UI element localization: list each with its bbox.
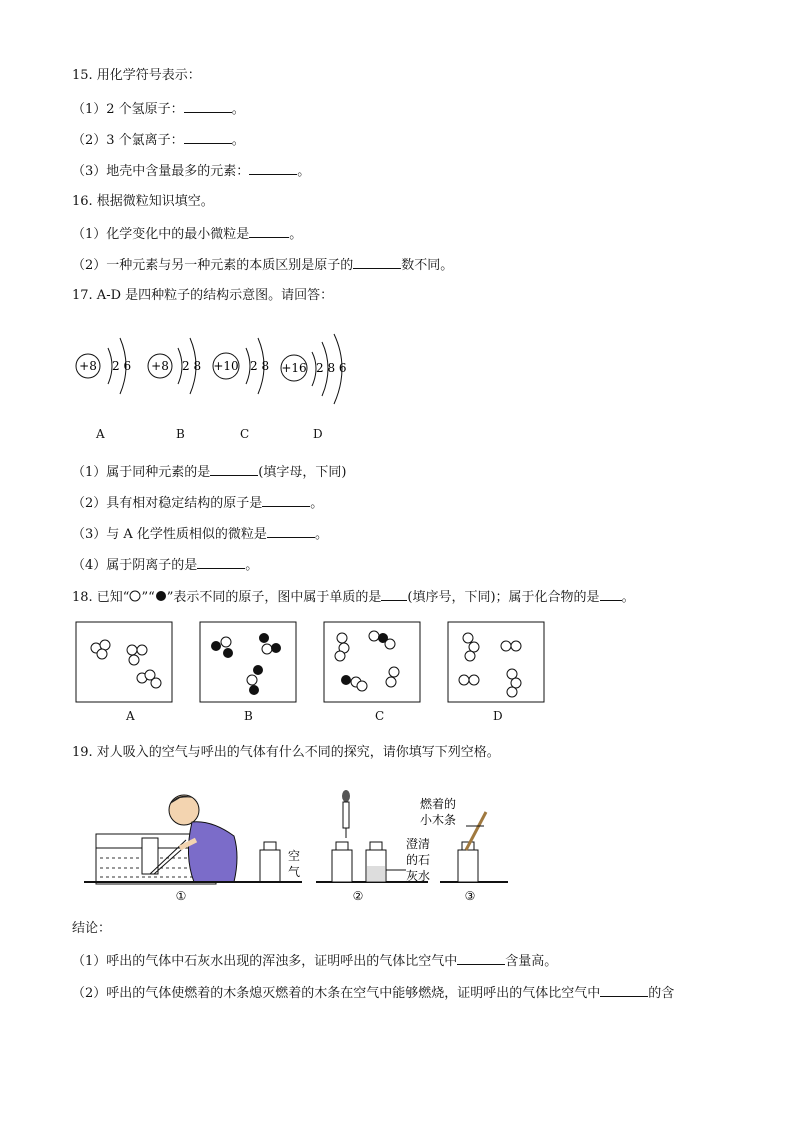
conclusion-2 (72, 984, 674, 1003)
conclusion-blank1[interactable] (457, 952, 505, 965)
q18-blank1[interactable] (381, 588, 407, 601)
atom-b-shells: 2 8 (182, 359, 202, 373)
box-c-label: C (375, 709, 385, 723)
breath-experiment-figure (84, 782, 514, 906)
step-1-label: ① (175, 889, 187, 903)
q17-item2-end: 。 (310, 496, 324, 511)
q15-blank2[interactable] (184, 131, 232, 144)
box-c (324, 622, 420, 702)
q15-item2 (72, 131, 245, 150)
conclusion-1-text: （1）呼出的气体中石灰水出现的浑浊多，证明呼出的气体比空气中 (72, 954, 458, 969)
atom-structure-diagrams (70, 330, 370, 410)
q15-item3-text: （3）地壳中含量最多的元素： (72, 164, 250, 179)
q15-blank1[interactable] (184, 100, 232, 113)
q17-blank4[interactable] (197, 556, 245, 569)
atom-d-nucleus: +16 (281, 361, 307, 375)
limewater-label-1: 澄清 (406, 837, 431, 851)
q16-item2 (72, 256, 453, 275)
q15-end3: 。 (297, 164, 311, 179)
q17-item2 (72, 494, 323, 513)
q17-blank1[interactable] (210, 463, 258, 476)
q15-item2-text: （2）3 个氯离子： (72, 133, 184, 148)
conclusion-blank2[interactable] (600, 984, 648, 997)
experiment-1-person-trough (96, 795, 237, 884)
q17-item4-end: 。 (245, 558, 259, 573)
conclusion-2-end: 的含 (648, 986, 675, 1001)
box-b (200, 622, 296, 702)
q17-item4 (72, 556, 258, 575)
stick-label-2: 小木条 (420, 813, 457, 827)
black-atom-icon (155, 590, 167, 602)
conclusion-1 (72, 952, 557, 971)
q17-blank3[interactable] (267, 525, 315, 538)
box-d (448, 622, 544, 702)
q16-item1-end: 。 (289, 227, 303, 242)
atom-d-shells: 2 8 6 (316, 361, 347, 375)
atom-c (213, 338, 269, 394)
atom-b-nucleus: +8 (151, 359, 169, 373)
q18-title-mid: ”“ (141, 590, 155, 605)
molecule-boxes (74, 620, 550, 706)
limewater-label-3: 灰水 (406, 869, 431, 883)
q18-title-post: ”表示不同的原子，图中属于单质的是 (166, 590, 382, 605)
q16-item2-text: （2）一种元素与另一种元素的本质区别是原子的 (72, 258, 354, 273)
atom-c-label: C (240, 427, 250, 441)
step-3-label: ③ (464, 889, 476, 903)
q17-item1 (72, 463, 346, 482)
q16-title: 16. 根据微粒知识填空。 (72, 194, 214, 209)
atom-a (76, 338, 131, 394)
white-atom-icon (129, 590, 141, 602)
q16-blank1[interactable] (249, 225, 289, 238)
q15-end1: 。 (231, 102, 245, 117)
q18-title-mid2: (填序号，下同)；属于化合物的是 (407, 590, 600, 605)
q19-title: 19. 对人吸入的空气与呼出的气体有什么不同的探究，请你填写下列空格。 (72, 745, 500, 760)
q17-item3-end: 。 (314, 527, 328, 542)
q15-title: 15. 用化学符号表示： (72, 68, 201, 83)
atom-b-label: B (176, 427, 185, 441)
atom-d-label: D (313, 427, 323, 441)
q18-blank2[interactable] (600, 588, 622, 601)
q16-item1-text: （1）化学变化中的最小微粒是 (72, 227, 250, 242)
q17-title: 17. A-D 是四种粒子的结构示意图。请回答： (72, 288, 334, 303)
q17-item3-text: （3）与 A 化学性质相似的微粒是 (72, 527, 267, 542)
step-2-label: ② (352, 889, 364, 903)
air-label-1: 空 (288, 849, 301, 863)
box-b-label: B (244, 709, 253, 723)
q16-item1 (72, 225, 302, 244)
box-a (76, 622, 172, 702)
air-label-2: 气 (288, 865, 301, 879)
limewater-label-2: 的石 (406, 853, 431, 867)
conclusion-2-text: （2）呼出的气体使燃着的木条熄灭燃着的木条在空气中能够燃烧，证明呼出的气体比空气中 (72, 986, 601, 1001)
atom-c-nucleus: +10 (213, 359, 239, 373)
conclusion-1-end: 含量高。 (505, 954, 558, 969)
atom-a-nucleus: +8 (79, 359, 97, 373)
air-bottle (260, 842, 280, 882)
atom-a-shells: 2 6 (112, 359, 132, 373)
q17-item1-end: (填字母，下同) (258, 465, 347, 480)
q16-blank2[interactable] (353, 256, 401, 269)
atom-b (148, 338, 201, 394)
q16-item2-end: 数不同。 (401, 258, 454, 273)
q15-item1-text: （1）2 个氢原子： (72, 102, 184, 117)
q17-item1-text: （1）属于同种元素的是 (72, 465, 211, 480)
q18-title-pre: 18. 已知“ (72, 590, 130, 605)
conclusion-title: 结论： (72, 921, 112, 936)
box-a-label: A (126, 709, 135, 723)
q15-item1 (72, 100, 245, 119)
stick-label-1: 燃着的 (420, 797, 457, 811)
q17-blank2[interactable] (262, 494, 310, 507)
q17-item2-text: （2）具有相对稳定结构的原子是 (72, 496, 263, 511)
q15-end2: 。 (231, 133, 245, 148)
q17-item4-text: （4）属于阴离子的是 (72, 558, 198, 573)
q17-item3 (72, 525, 328, 544)
atom-c-shells: 2 8 (250, 359, 270, 373)
box-d-label: D (493, 709, 503, 723)
q15-item3 (72, 162, 310, 181)
q18-end: 。 (621, 590, 635, 605)
q15-blank3[interactable] (249, 162, 297, 175)
q18-title (72, 588, 635, 607)
atom-a-label: A (96, 427, 105, 441)
atom-d (281, 334, 347, 404)
